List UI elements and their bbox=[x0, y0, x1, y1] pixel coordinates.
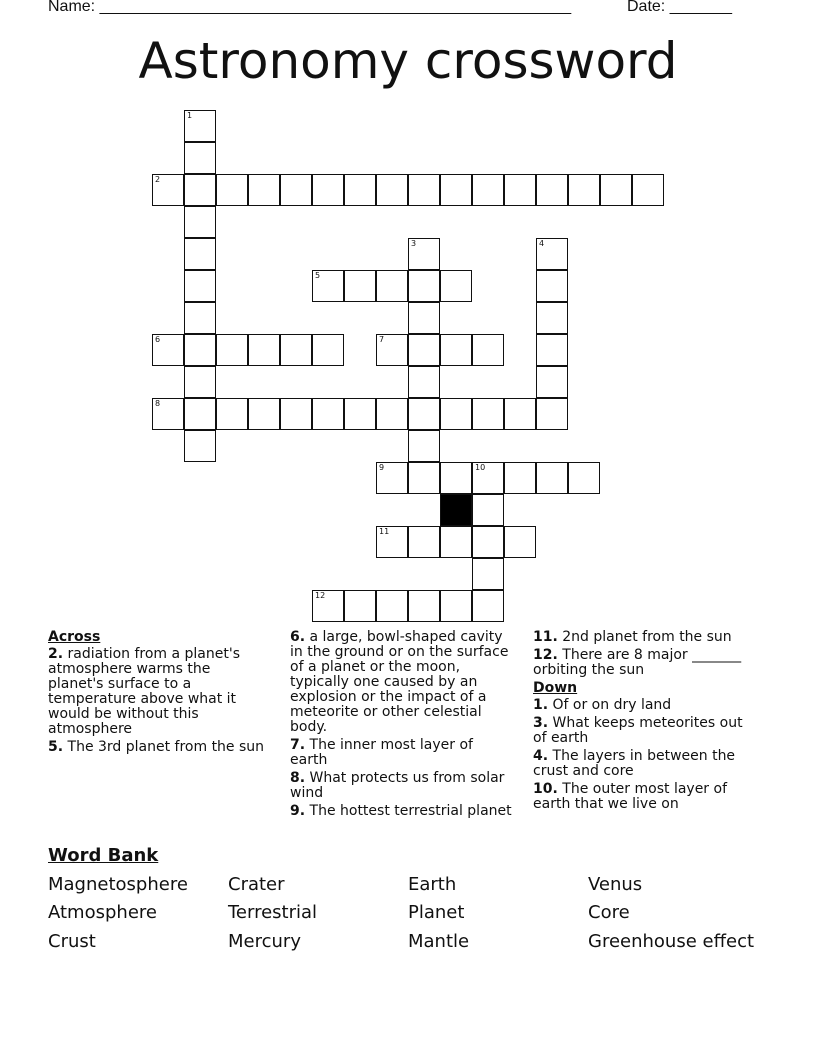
grid-cell[interactable] bbox=[312, 590, 344, 622]
clue-number: 2. bbox=[48, 646, 64, 662]
clue-number-label: 5 bbox=[315, 271, 321, 280]
grid-cell[interactable] bbox=[280, 174, 312, 206]
grid-cell[interactable] bbox=[344, 270, 376, 302]
grid-cell[interactable] bbox=[408, 398, 440, 430]
grid-cell[interactable] bbox=[536, 462, 568, 494]
grid-cell[interactable] bbox=[536, 366, 568, 398]
grid-cell[interactable] bbox=[184, 430, 216, 462]
across-clue-11 bbox=[533, 630, 755, 645]
word-bank-item: Greenhouse effect bbox=[588, 931, 755, 952]
clue-number: 9. bbox=[290, 803, 306, 819]
grid-cell[interactable] bbox=[280, 334, 312, 366]
grid-cell[interactable] bbox=[536, 174, 568, 206]
word-bank-item: Terrestrial bbox=[228, 902, 318, 923]
name-field-line: Name: _____________________________________________________ bbox=[48, 0, 572, 15]
grid-cell[interactable] bbox=[504, 526, 536, 558]
down-clue-3 bbox=[533, 716, 755, 746]
clue-number-label: 10 bbox=[475, 463, 486, 472]
grid-cell[interactable] bbox=[184, 174, 216, 206]
grid-cell[interactable] bbox=[376, 270, 408, 302]
grid-cell[interactable] bbox=[504, 398, 536, 430]
across-heading: Across bbox=[48, 629, 101, 645]
grid-cell[interactable] bbox=[440, 590, 472, 622]
across-clue-9 bbox=[290, 804, 512, 819]
clue-number-label: 8 bbox=[155, 399, 161, 408]
clue-number: 4. bbox=[533, 748, 549, 764]
down-heading: Down bbox=[533, 680, 578, 696]
clue-text: radiation from a planet's atmosphere warms the planet's surface to a temperature above what it would be without this atmosphere bbox=[48, 646, 241, 737]
grid-cell[interactable] bbox=[376, 174, 408, 206]
grid-cell[interactable] bbox=[600, 174, 632, 206]
grid-cell[interactable] bbox=[408, 430, 440, 462]
grid-cell[interactable] bbox=[376, 334, 408, 366]
clue-number: 10. bbox=[533, 781, 558, 797]
grid-cell[interactable] bbox=[440, 174, 472, 206]
grid-cell[interactable] bbox=[568, 462, 600, 494]
clue-text: The hottest terrestrial planet bbox=[309, 803, 512, 819]
grid-cell[interactable] bbox=[184, 334, 216, 366]
clues-column-1 bbox=[48, 630, 270, 758]
grid-cell[interactable] bbox=[376, 398, 408, 430]
clue-text: The inner most layer of earth bbox=[290, 737, 473, 768]
grid-cell[interactable] bbox=[504, 462, 536, 494]
clue-text: a large, bowl-shaped cavity in the ground or on the surface of a planet or the moon, typically one caused by an explosion or the impact of a meteorite or other celestial body. bbox=[290, 629, 509, 735]
word-bank-item: Crust bbox=[48, 931, 96, 952]
grid-cell[interactable] bbox=[408, 334, 440, 366]
grid-cell[interactable] bbox=[216, 334, 248, 366]
down-clue-10 bbox=[533, 782, 755, 812]
across-clue-2 bbox=[48, 647, 270, 737]
word-bank-item: Mantle bbox=[408, 931, 470, 952]
grid-cell[interactable] bbox=[440, 462, 472, 494]
grid-cell[interactable] bbox=[184, 238, 216, 270]
grid-cell[interactable] bbox=[152, 334, 184, 366]
clues-column-3 bbox=[533, 630, 755, 815]
clue-text: Of or on dry land bbox=[552, 697, 672, 713]
grid-cell[interactable] bbox=[472, 462, 504, 494]
grid-cell[interactable] bbox=[536, 302, 568, 334]
grid-cell[interactable] bbox=[216, 174, 248, 206]
clue-number: 11. bbox=[533, 629, 558, 645]
grid-cell[interactable] bbox=[408, 462, 440, 494]
grid-cell[interactable] bbox=[312, 334, 344, 366]
grid-cell[interactable] bbox=[184, 270, 216, 302]
grid-cell[interactable] bbox=[472, 494, 504, 526]
word-bank-heading: Word Bank bbox=[48, 845, 159, 866]
word-bank-item: Magnetosphere bbox=[48, 874, 188, 895]
grid-cell[interactable] bbox=[536, 398, 568, 430]
grid-cell[interactable] bbox=[184, 302, 216, 334]
clue-number-label: 4 bbox=[539, 239, 545, 248]
clue-text: There are 8 major _______ orbiting the sun bbox=[533, 647, 742, 678]
grid-cell[interactable] bbox=[344, 398, 376, 430]
across-clue-5 bbox=[48, 740, 270, 755]
grid-cell[interactable] bbox=[312, 270, 344, 302]
clue-number-label: 12 bbox=[315, 591, 326, 600]
clue-text: The outer most layer of earth that we live on bbox=[533, 781, 728, 812]
grid-cell[interactable] bbox=[472, 590, 504, 622]
grid-cell[interactable] bbox=[536, 238, 568, 270]
clue-number-label: 3 bbox=[411, 239, 417, 248]
clue-number: 5. bbox=[48, 739, 64, 755]
word-bank-item: Earth bbox=[408, 874, 457, 895]
across-clue-8 bbox=[290, 771, 512, 801]
clue-text: 2nd planet from the sun bbox=[562, 629, 732, 645]
page-title: Astronomy crossword bbox=[138, 32, 678, 90]
grid-cell[interactable] bbox=[472, 526, 504, 558]
clue-text: What protects us from solar wind bbox=[290, 770, 505, 801]
clue-number-label: 7 bbox=[379, 335, 385, 344]
clue-number: 1. bbox=[533, 697, 549, 713]
grid-cell[interactable] bbox=[184, 142, 216, 174]
grid-cell[interactable] bbox=[248, 398, 280, 430]
word-bank-item: Venus bbox=[588, 874, 643, 895]
grid-cell[interactable] bbox=[472, 398, 504, 430]
word-bank-item: Mercury bbox=[228, 931, 301, 952]
clue-number-label: 6 bbox=[155, 335, 161, 344]
word-bank-item: Atmosphere bbox=[48, 902, 157, 923]
clue-number: 7. bbox=[290, 737, 306, 753]
word-bank-item: Crater bbox=[228, 874, 285, 895]
grid-cell[interactable] bbox=[408, 366, 440, 398]
grid-cell[interactable] bbox=[408, 238, 440, 270]
word-bank-item: Core bbox=[588, 902, 630, 923]
grid-cell[interactable] bbox=[408, 174, 440, 206]
black-square bbox=[440, 494, 472, 526]
grid-cell[interactable] bbox=[472, 558, 504, 590]
date-field-line: Date: _______ bbox=[627, 0, 732, 15]
across-clue-12 bbox=[533, 648, 755, 678]
clue-number-label: 9 bbox=[379, 463, 385, 472]
clue-text: What keeps meteorites out of earth bbox=[533, 715, 743, 746]
grid-cell[interactable] bbox=[472, 334, 504, 366]
grid-cell[interactable] bbox=[504, 174, 536, 206]
grid-cell[interactable] bbox=[632, 174, 664, 206]
clue-text: The layers in between the crust and core bbox=[533, 748, 736, 779]
grid-cell[interactable] bbox=[440, 334, 472, 366]
across-clue-6 bbox=[290, 630, 512, 735]
grid-cell[interactable] bbox=[376, 462, 408, 494]
grid-cell[interactable] bbox=[568, 174, 600, 206]
grid-cell[interactable] bbox=[312, 398, 344, 430]
clue-number: 6. bbox=[290, 629, 306, 645]
grid-cell[interactable] bbox=[408, 302, 440, 334]
clue-number-label: 2 bbox=[155, 175, 161, 184]
grid-cell[interactable] bbox=[472, 174, 504, 206]
grid-cell[interactable] bbox=[536, 334, 568, 366]
grid-cell[interactable] bbox=[344, 590, 376, 622]
grid-cell[interactable] bbox=[440, 270, 472, 302]
grid-cell[interactable] bbox=[312, 174, 344, 206]
grid-cell[interactable] bbox=[440, 526, 472, 558]
word-bank-item: Planet bbox=[408, 902, 465, 923]
grid-cell[interactable] bbox=[440, 398, 472, 430]
grid-cell[interactable] bbox=[408, 526, 440, 558]
across-clue-7 bbox=[290, 738, 512, 768]
grid-cell[interactable] bbox=[184, 110, 216, 142]
grid-cell[interactable] bbox=[184, 206, 216, 238]
grid-cell[interactable] bbox=[376, 526, 408, 558]
grid-cell[interactable] bbox=[408, 270, 440, 302]
grid-cell[interactable] bbox=[248, 174, 280, 206]
grid-cell[interactable] bbox=[344, 174, 376, 206]
down-clue-1 bbox=[533, 698, 755, 713]
grid-cell[interactable] bbox=[248, 334, 280, 366]
clue-number: 12. bbox=[533, 647, 558, 663]
grid-cell[interactable] bbox=[376, 590, 408, 622]
grid-cell[interactable] bbox=[184, 398, 216, 430]
clue-number: 8. bbox=[290, 770, 306, 786]
grid-cell[interactable] bbox=[408, 590, 440, 622]
grid-cell[interactable] bbox=[152, 174, 184, 206]
grid-cell[interactable] bbox=[152, 398, 184, 430]
clues-column-2 bbox=[290, 630, 512, 822]
grid-cell[interactable] bbox=[216, 398, 248, 430]
clue-number: 3. bbox=[533, 715, 549, 731]
clue-number-label: 11 bbox=[379, 527, 390, 536]
clue-text: The 3rd planet from the sun bbox=[67, 739, 265, 755]
grid-cell[interactable] bbox=[280, 398, 312, 430]
clue-number-label: 1 bbox=[187, 111, 193, 120]
grid-cell[interactable] bbox=[536, 270, 568, 302]
down-clue-4 bbox=[533, 749, 755, 779]
grid-cell[interactable] bbox=[184, 366, 216, 398]
